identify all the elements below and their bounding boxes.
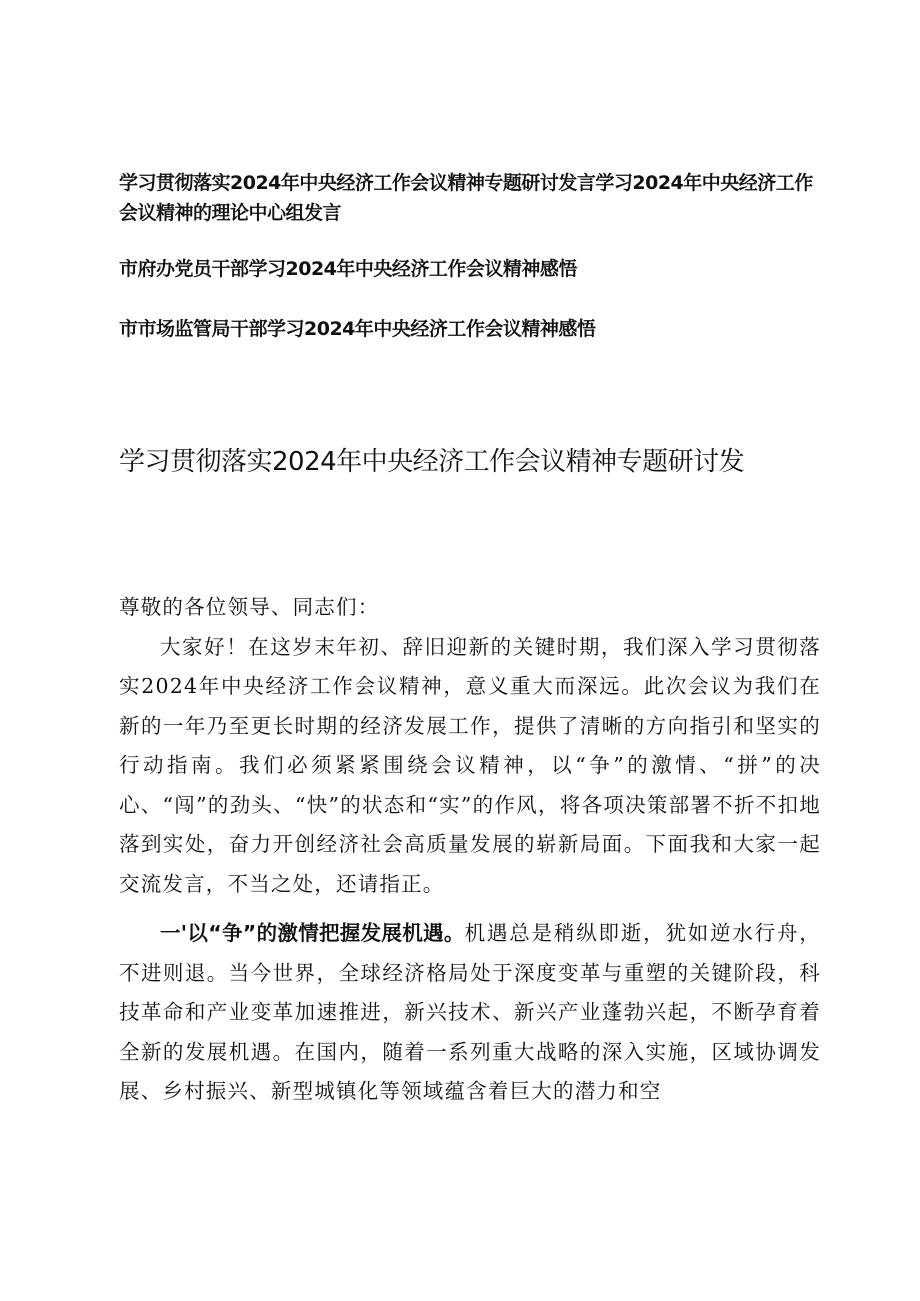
paragraph-text: 机遇总是稍纵即逝，犹如逆水行舟，不进则退。当今世界，全球经济格局处于深度变革与重塑的关键阶段，科技革命和产业变革加速推进，新兴技术、新兴产业蓬勃兴起，不断孕育着全新的发展机遇。在国内，随着一系列重大战略的深入实施，区域协调发展、乡村振兴、新型城镇化等领域蕴含着巨大的潜力和空	[119, 921, 822, 1103]
toc-item: 市市场监管局干部学习2024年中央经济工作会议精神感悟	[119, 318, 596, 340]
paragraph	[119, 914, 821, 1112]
document-title: 学习贯彻落实2024年中央经济工作会议精神专题研讨发	[119, 447, 745, 477]
table-of-contents	[119, 168, 819, 374]
document-body	[119, 588, 821, 1112]
toc-item: 学习贯彻落实2024年中央经济工作会议精神专题研讨发言学习2024年中央经济工作会议精神的理论中心组发言	[119, 172, 813, 224]
greeting: 尊敬的各位领导、同志们：	[119, 595, 380, 619]
paragraph: 大家好！在这岁末年初、辞旧迎新的关键时期，我们深入学习贯彻落实2024年中央经济工作会议精神，意义重大而深远。此次会议为我们在新的一年乃至更长时期的经济发展工作，提供了清晰的方向指引和坚实的行动指南。我们必须紧紧围绕会议精神，以“争”的激情、“拼”的决心、“闯”的劲头、“快”的状态和“实”的作风，将各项决策部署不折不扣地落到实处，奋力开创经济社会高质量发展的崭新局面。下面我和大家一起交流发言，不当之处，还请指正。	[119, 634, 821, 896]
toc-item: 市府办党员干部学习2024年中央经济工作会议精神感悟	[119, 258, 577, 280]
paragraph-lead: 一'以“争”的激情把握发展机遇。	[160, 921, 465, 945]
